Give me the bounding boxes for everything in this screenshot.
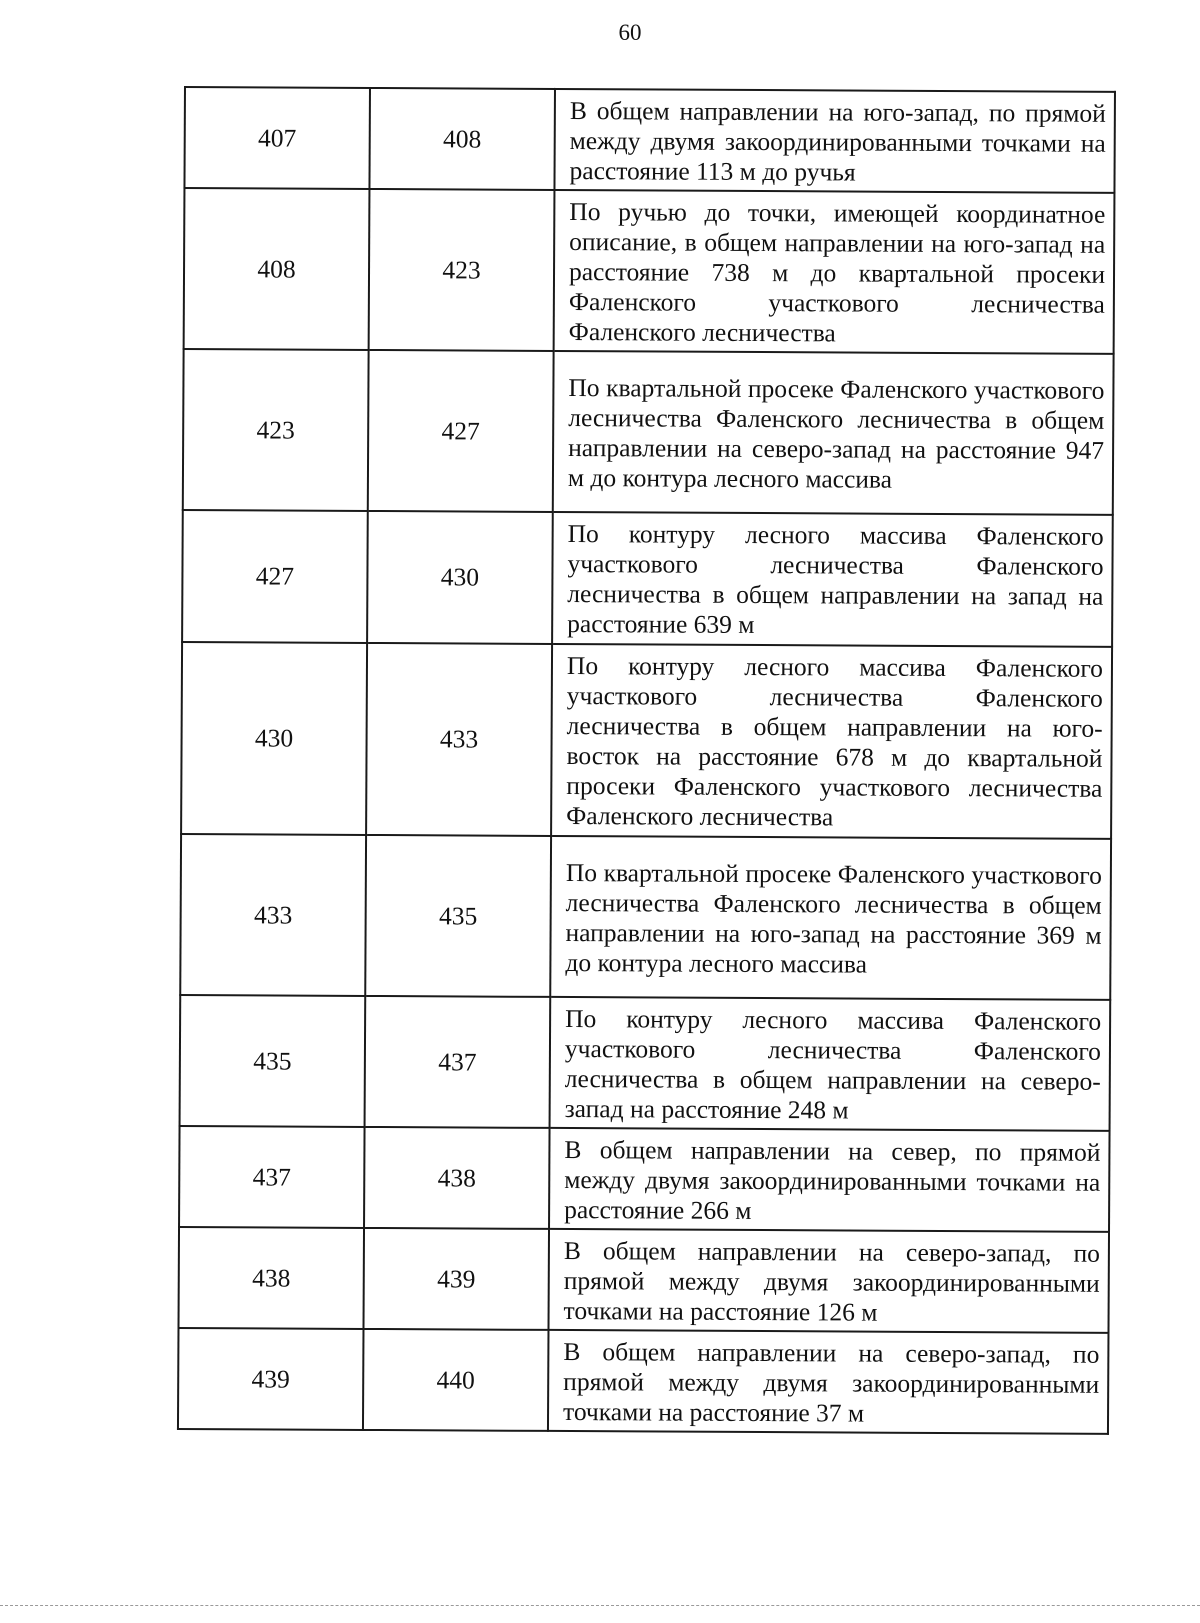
page-number: 60 [618,20,642,45]
description-cell: По контуру лесного массива Фаленского участкового лесничества Фаленского лесничества в общем направлении на запад на расстояние 639 м [552,512,1113,647]
description-cell: По квартальной просеке Фаленского участкового лесничества Фаленского лесничества в общем направлении на юго-запад на расстояние 369 м до контура лесного массива [550,836,1111,1000]
description-cell: В общем направлении на юго-запад, по прямой между двумя закоординированными точками на расстояние 113 м до ручья [554,89,1115,193]
to-point-cell: 437 [365,996,551,1128]
table-row [178,1328,1109,1434]
from-point-cell: 430 [181,642,367,835]
scan-edge-line [0,1605,1200,1606]
from-point-cell: 433 [180,834,366,996]
to-point-cell: 440 [363,1329,549,1431]
table-row [184,188,1115,354]
table-row [182,510,1113,647]
from-point-cell: 438 [178,1227,364,1329]
to-point-cell: 430 [367,511,553,644]
table-row [183,349,1114,515]
description-cell: В общем направлении на северо-запад, по прямой между двумя закоординированными точками на расстояние 37 м [548,1330,1109,1434]
boundary-table [177,86,1116,1435]
table-row [181,642,1112,839]
description-cell: В общем направлении на север, по прямой между двумя закоординированными точками на расстояние 266 м [549,1128,1110,1232]
to-point-cell: 427 [368,350,554,512]
description-cell: По контуру лесного массива Фаленского участкового лесничества Фаленского лесничества в общем направлении на юго-восток на расстояние 678 м до квартальной просеки Фаленского участкового лесничества Фаленского лесничества [551,644,1112,839]
from-point-cell: 437 [179,1126,365,1228]
description-cell: По контуру лесного массива Фаленского участкового лесничества Фаленского лесничества в общем направлении на северо-запад на расстояние 248 м [550,997,1111,1131]
from-point-cell: 408 [184,188,370,350]
from-point-cell: 423 [183,349,369,511]
table-row [178,1227,1109,1333]
table-row [179,1126,1110,1232]
from-point-cell: 439 [178,1328,364,1430]
to-point-cell: 423 [369,189,555,351]
boundary-table-container [177,86,1114,1435]
table-row [184,87,1115,193]
from-point-cell: 427 [182,510,368,643]
description-cell: По квартальной просеке Фаленского участкового лесничества Фаленского лесничества в общем направлении на северо-запад на расстояние 947 м до контура лесного массива [553,351,1114,515]
from-point-cell: 435 [180,995,366,1127]
to-point-cell: 408 [369,88,555,190]
to-point-cell: 439 [363,1228,549,1330]
from-point-cell: 407 [184,87,370,189]
table-row [180,995,1111,1131]
to-point-cell: 438 [364,1127,550,1229]
table-row [180,834,1111,1000]
to-point-cell: 433 [366,643,552,836]
description-cell: В общем направлении на северо-запад, по прямой между двумя закоординированными точками на расстояние 126 м [548,1229,1109,1333]
description-cell: По ручью до точки, имеющей координатное описание, в общем направлении на юго-запад на расстояние 738 м до квартальной просеки Фаленского участкового лесничества Фаленского лесничества [554,190,1115,354]
to-point-cell: 435 [365,835,551,997]
